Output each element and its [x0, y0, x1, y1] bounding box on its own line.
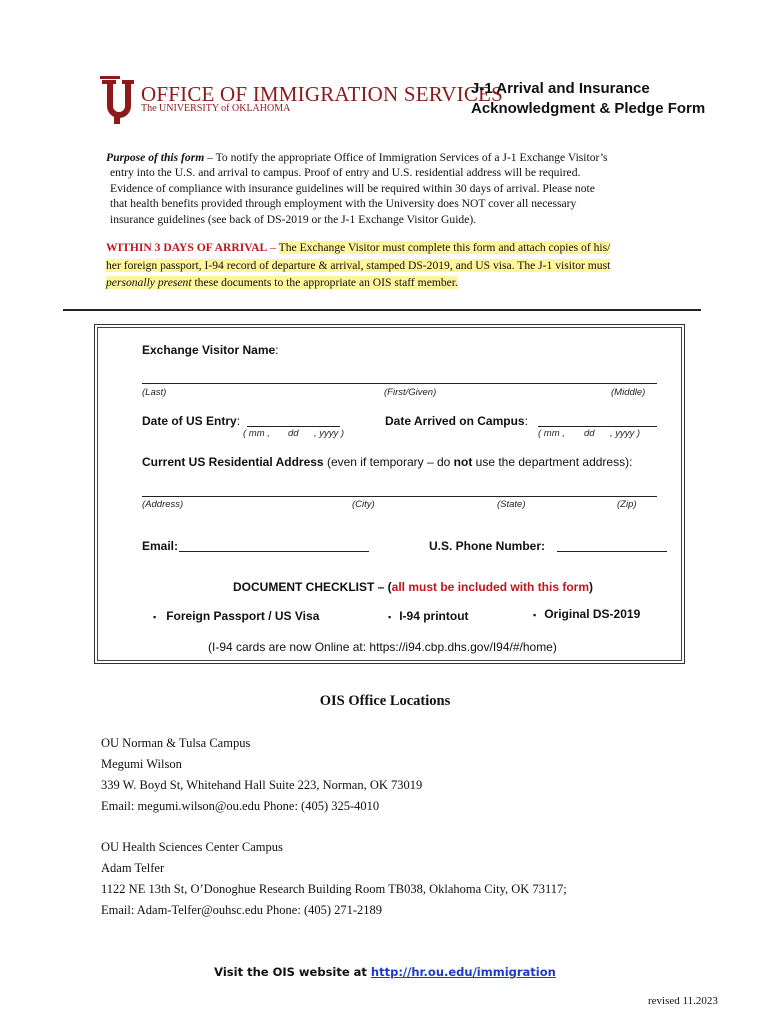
state-caption: (State) — [497, 499, 526, 510]
arrival-instructions — [106, 239, 696, 292]
location-line: Email: megumi.wilson@ou.edu Phone: (405) 325-4010 — [101, 799, 380, 813]
name-field[interactable] — [142, 383, 657, 384]
instruction-line: The Exchange Visitor must complete this form and attach copies of his/ — [278, 241, 611, 254]
section-divider — [63, 309, 701, 311]
dash: – — [267, 241, 279, 254]
date-arrived-label: Date Arrived on Campus: — [385, 414, 528, 428]
i94-online-note: (I-94 cards are now Online at: https://i94.cbp.dhs.gov/I94/#/home) — [208, 640, 557, 654]
date-of-us-entry-label: Date of US Entry: — [142, 414, 241, 428]
arrival-mm-caption: ( mm , — [538, 428, 565, 439]
checklist-item-passport[interactable]: ▪ Foreign Passport / US Visa — [153, 609, 320, 623]
checklist-item-ds2019[interactable]: ▪ Original DS-2019 — [533, 607, 641, 621]
revision-date: revised 11.2023 — [648, 995, 718, 1007]
middle-name-caption: (Middle) — [611, 387, 646, 398]
location-line: Adam Telfer — [101, 861, 165, 875]
location-line: OU Norman & Tulsa Campus — [101, 736, 251, 750]
location-line: 339 W. Boyd St, Whitehand Hall Suite 223, Norman, OK 73019 — [101, 778, 423, 792]
visit-website-line — [0, 965, 770, 979]
arrival-date-field[interactable] — [538, 426, 657, 427]
email-label: Email: — [142, 539, 179, 553]
us-entry-date-field[interactable] — [247, 426, 340, 427]
location-line: Email: Adam-Telfer@ouhsc.edu Phone: (405) 271-2189 — [101, 903, 383, 917]
norman-location-block — [101, 733, 422, 817]
instruction-italic: personally present — [106, 276, 192, 290]
location-line: OU Health Sciences Center Campus — [101, 840, 283, 854]
zip-caption: (Zip) — [617, 499, 637, 510]
purpose-line: entry into the U.S. and arrival to campus. Proof of entry and U.S. residential address will be required. — [110, 166, 581, 180]
address-field[interactable] — [142, 496, 657, 497]
last-name-caption: (Last) — [142, 387, 167, 398]
form-title-line2: Acknowledgment & Pledge Form — [471, 100, 706, 117]
org-name: OFFICE OF IMMIGRATION SERVICES — [141, 82, 503, 106]
purpose-paragraph — [106, 150, 686, 227]
purpose-line: – To notify the appropriate Office of Immigration Services of a J-1 Exchange Visitor’s — [204, 151, 608, 164]
purpose-line: Evidence of compliance with insurance guidelines will be required within 30 days of arrival. Please note — [110, 181, 595, 195]
address-caption: (Address) — [142, 499, 184, 510]
within-3-days-label: WITHIN 3 DAYS OF ARRIVAL — [106, 241, 268, 254]
entry-dd-caption: dd — [288, 428, 299, 439]
purpose-line: that health benefits provided through employment with the University does NOT cover all necessary — [110, 197, 577, 211]
city-caption: (City) — [352, 499, 375, 510]
instruction-line: her foreign passport, I-94 record of departure & arrival, stamped DS-2019, and US visa. The J-1 visitor must — [106, 258, 611, 272]
form-title — [471, 79, 705, 119]
hsc-location-block — [101, 837, 567, 921]
ois-website-link[interactable]: http://hr.ou.edu/immigration — [370, 965, 556, 979]
residential-address-label: Current US Residential Address (even if temporary – do not use the department address): — [142, 455, 633, 469]
phone-field[interactable] — [557, 551, 667, 552]
arrival-dd-caption: dd — [584, 428, 595, 439]
first-name-caption: (First/Given) — [384, 387, 437, 398]
form-title-line1: J-1 Arrival and Insurance — [471, 80, 650, 97]
purpose-label: Purpose of this form — [106, 151, 205, 164]
visit-text: Visit the OIS website at — [214, 965, 371, 979]
entry-yyyy-caption: , yyyy ) — [314, 428, 345, 439]
office-locations-title: OIS Office Locations — [319, 693, 451, 709]
org-subtitle: The UNIVERSITY of OKLAHOMA — [141, 103, 291, 114]
checklist-item-i94[interactable]: ▪ I-94 printout — [388, 609, 469, 623]
entry-mm-caption: ( mm , — [243, 428, 270, 439]
email-field[interactable] — [179, 551, 369, 552]
exchange-visitor-name-label: Exchange Visitor Name: — [142, 343, 279, 357]
ou-logo-icon — [98, 74, 138, 126]
document-checklist-title: DOCUMENT CHECKLIST – (all must be included with this form) — [233, 580, 594, 594]
arrival-yyyy-caption: , yyyy ) — [610, 428, 641, 439]
instruction-line: these documents to the appropriate an OIS staff member. — [191, 276, 458, 290]
purpose-line: insurance guidelines (see back of DS-2019 or the J-1 Exchange Visitor Guide). — [110, 212, 477, 226]
location-line: Megumi Wilson — [101, 757, 182, 771]
location-line: 1122 NE 13th St, O’Donoghue Research Building Room TB038, Oklahoma City, OK 73117; — [101, 882, 567, 896]
phone-label: U.S. Phone Number: — [429, 539, 546, 553]
